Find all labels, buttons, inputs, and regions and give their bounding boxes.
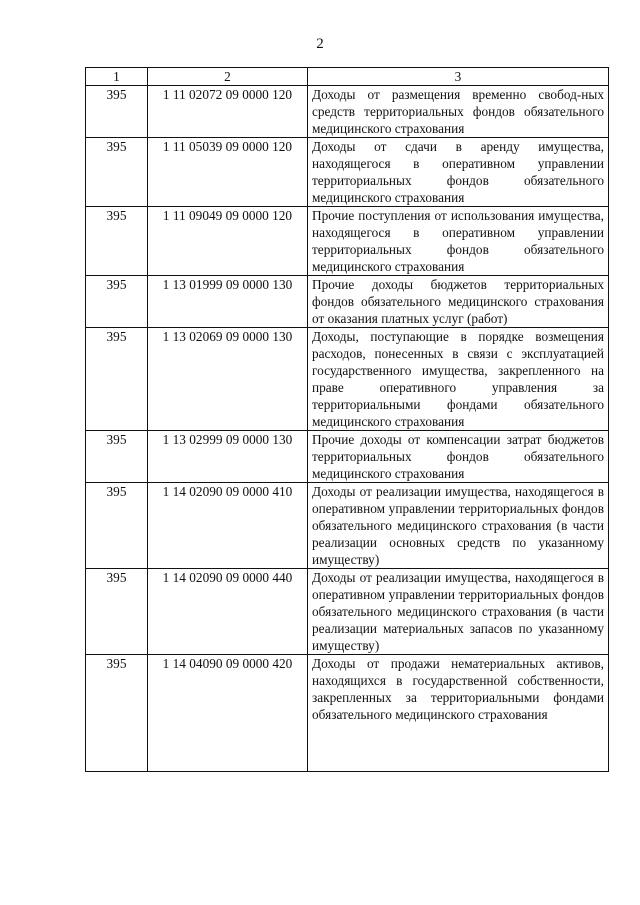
admin-code-cell: 395 xyxy=(86,431,148,483)
description-cell: Доходы от размещения временно свобод-ных средств территориальных фондов обязательного медицинского страхования xyxy=(308,86,609,138)
table-header-row xyxy=(86,68,609,86)
description-cell: Доходы от реализации имущества, находящегося в оперативном управлении территориальных фондов обязательного медицинского страхования (в части реализации материальных запасов по указанному имуществу) xyxy=(308,569,609,655)
description-cell: Доходы, поступающие в порядке возмещения расходов, понесенных в связи с эксплуатацией государственного имущества, закрепленного на праве оперативного управления за территориальными фондами обязательного медицинского страхования xyxy=(308,328,609,431)
admin-code-cell: 395 xyxy=(86,483,148,569)
description-cell: Прочие доходы от компенсации затрат бюджетов территориальных фондов обязательного медицинского страхования xyxy=(308,431,609,483)
budget-code-cell: 1 13 01999 09 0000 130 xyxy=(148,276,308,328)
header-col-3: 3 xyxy=(308,68,609,86)
budget-code-cell: 1 11 02072 09 0000 120 xyxy=(148,86,308,138)
budget-code-cell: 1 13 02999 09 0000 130 xyxy=(148,431,308,483)
header-col-1: 1 xyxy=(86,68,148,86)
budget-code-cell: 1 13 02069 09 0000 130 xyxy=(148,328,308,431)
table-row xyxy=(86,138,609,207)
table-row xyxy=(86,569,609,655)
description-cell: Доходы от сдачи в аренду имущества, находящегося в оперативном управлении территориальных фондов обязательного медицинского страхования xyxy=(308,138,609,207)
table-row xyxy=(86,483,609,569)
table-row xyxy=(86,655,609,772)
budget-code-cell: 1 11 05039 09 0000 120 xyxy=(148,138,308,207)
budget-code-cell: 1 14 02090 09 0000 440 xyxy=(148,569,308,655)
table-row xyxy=(86,328,609,431)
table-row xyxy=(86,276,609,328)
admin-code-cell: 395 xyxy=(86,569,148,655)
table-row xyxy=(86,86,609,138)
admin-code-cell: 395 xyxy=(86,655,148,772)
header-col-2: 2 xyxy=(148,68,308,86)
description-cell: Доходы от продажи нематериальных активов, находящихся в государственной собственности, закрепленных за территориальными фондами обязательного медицинского страхования xyxy=(308,655,609,772)
admin-code-cell: 395 xyxy=(86,328,148,431)
admin-code-cell: 395 xyxy=(86,86,148,138)
budget-code-cell: 1 11 09049 09 0000 120 xyxy=(148,207,308,276)
admin-code-cell: 395 xyxy=(86,138,148,207)
admin-code-cell: 395 xyxy=(86,207,148,276)
budget-code-cell: 1 14 02090 09 0000 410 xyxy=(148,483,308,569)
page-number: 2 xyxy=(316,36,324,52)
table-row xyxy=(86,207,609,276)
budget-code-cell: 1 14 04090 09 0000 420 xyxy=(148,655,308,772)
description-cell: Доходы от реализации имущества, находящегося в оперативном управлении территориальных фондов обязательного медицинского страхования (в части реализации основных средств по указанному имуществу) xyxy=(308,483,609,569)
revenue-codes-table xyxy=(85,67,609,772)
description-cell: Прочие поступления от использования имущества, находящегося в оперативном управлении территориальных фондов обязательного медицинского страхования xyxy=(308,207,609,276)
description-cell: Прочие доходы бюджетов территориальных фондов обязательного медицинского страхования от оказания платных услуг (работ) xyxy=(308,276,609,328)
table-row xyxy=(86,431,609,483)
admin-code-cell: 395 xyxy=(86,276,148,328)
